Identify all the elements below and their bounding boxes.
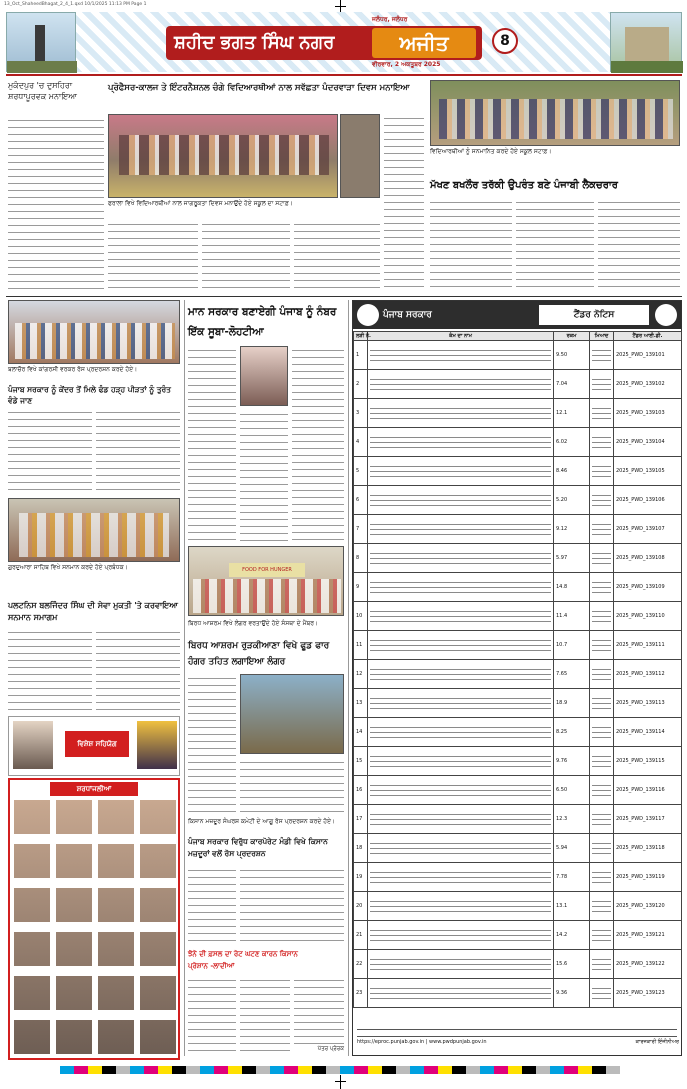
column-rule-1 — [184, 300, 185, 1056]
col1-story3-headline: ਪਲਟਨਿਸ ਬਲਜਿੰਦਰ ਸਿੰਘ ਦੀ ਸੇਵਾ ਮੁਕਤੀ 'ਤੇ ਕਰਵਾਇਆ ਸਨਮਾਨ ਸਮਾਗਮ — [8, 601, 178, 622]
tender-row-amount: 12.1 — [554, 399, 590, 428]
tender-row-work — [368, 834, 554, 863]
tender-row-amount: 15.6 — [554, 950, 590, 979]
tender-row-work-text — [370, 956, 551, 972]
tender-row-num: 4 — [354, 428, 368, 457]
tender-footer-website: https://eproc.punjab.gov.in | www.pwdpunjab.gov.in — [357, 1039, 487, 1045]
tender-row-id: 2025_PWD_139110 — [614, 602, 682, 631]
mid-story3-subheadline: ਝੋਨੇ ਦੀ ਫ਼ਸਲ ਦਾ ਰੇਟ ਘਟਣ ਕਾਰਨ ਕਿਸਾਨ ਪ੍ਰੇਸ਼ਾਨ -ਲਾਦੀਆਂ — [188, 950, 298, 970]
tender-row-period — [590, 370, 614, 399]
tender-row-num: 5 — [354, 457, 368, 486]
tender-row-work-text — [370, 550, 551, 566]
tender-table — [353, 331, 682, 1008]
mid-body-3 — [292, 346, 344, 542]
tender-row-period-text — [592, 956, 611, 972]
tender-row-period — [590, 950, 614, 979]
col1-story2-caption: ਬਲਾਚੌਰ ਵਿਖੇ ਕਾਂਗਰਸੀ ਵਰਕਰ ਰੋਸ ਪ੍ਰਦਰਸ਼ਨ ਕਰਦੇ ਹੋਏ। — [8, 366, 138, 373]
tender-row-amount: 5.20 — [554, 486, 590, 515]
byline: ਪੱਤਰ ਪ੍ਰੇਰਕ — [317, 1046, 344, 1052]
tender-row-period-text — [592, 492, 611, 508]
tender-row-work-text — [370, 985, 551, 1001]
tender-row-work — [368, 486, 554, 515]
tender-row-id: 2025_PWD_139120 — [614, 892, 682, 921]
tender-row-period — [590, 544, 614, 573]
tender-row — [354, 544, 682, 573]
tender-row-period-text — [592, 376, 611, 392]
mid-story2-body-2 — [240, 758, 344, 814]
tender-row-period — [590, 805, 614, 834]
tender-col-num: ਲੜੀ ਨੰ. — [354, 332, 368, 341]
tender-row-period — [590, 341, 614, 370]
mid-portrait — [240, 346, 288, 406]
tender-row-work — [368, 805, 554, 834]
statue-ground — [7, 61, 77, 73]
tender-row-period — [590, 892, 614, 921]
tender-row-period-text — [592, 666, 611, 682]
tender-row-id: 2025_PWD_139115 — [614, 747, 682, 776]
tender-row-id: 2025_PWD_139113 — [614, 689, 682, 718]
col1-story2-headline: ਪੰਜਾਬ ਸਰਕਾਰ ਨੂੰ ਕੇਂਦਰ ਤੋਂ ਮਿਲੇ ਫੰਡ ਹੜ੍ਹ ਪੀੜਤਾਂ ਨੂੰ ਤੁਰੰਤ ਵੰਡੇ ਜਾਣ — [8, 385, 171, 405]
tender-row-work — [368, 515, 554, 544]
tender-row-amount: 9.50 — [554, 341, 590, 370]
tender-row — [354, 515, 682, 544]
tender-row-period-text — [592, 724, 611, 740]
tender-row-amount: 7.04 — [554, 370, 590, 399]
tender-row — [354, 399, 682, 428]
tender-row-amount: 8.25 — [554, 718, 590, 747]
col1-story2-body-2 — [96, 408, 180, 494]
vishesh-title: ਵਿਸ਼ੇਸ਼ ਸਹਿਯੋਗ — [65, 731, 129, 757]
tender-row-id: 2025_PWD_139121 — [614, 921, 682, 950]
tender-row-period — [590, 457, 614, 486]
top-main-body-1 — [108, 220, 198, 292]
tender-row-num: 14 — [354, 718, 368, 747]
paper-name: ਅਜੀਤ — [399, 31, 449, 55]
col1-story2-photo — [8, 300, 180, 364]
tender-row-period-text — [592, 347, 611, 363]
tender-row — [354, 950, 682, 979]
tender-row-num: 6 — [354, 486, 368, 515]
tender-row-num: 17 — [354, 805, 368, 834]
tender-header-bar — [353, 301, 681, 329]
mid-photo-caption: ਬਿਰਧ ਆਸ਼ਰਮ ਵਿਖੇ ਲੰਗਰ ਵਰਤਾਉਂਦੇ ਹੋਏ ਸੰਸਥਾ ਦੇ ਮੈਂਬਰ। — [188, 620, 319, 627]
tender-row-work — [368, 631, 554, 660]
tender-dept: ਪੰਜਾਬ ਸਰਕਾਰ — [383, 310, 432, 320]
tender-row-period-text — [592, 463, 611, 479]
tender-row-work-text — [370, 434, 551, 450]
tender-row-num: 18 — [354, 834, 368, 863]
mid-story3-body-1 — [188, 866, 236, 946]
tender-row — [354, 834, 682, 863]
tender-row — [354, 457, 682, 486]
masthead-date: ਵੀਰਵਾਰ, 2 ਅਕਤੂਬਰ 2025 — [372, 61, 441, 68]
print-color-bar — [60, 1066, 620, 1074]
mid-headline: ਮਾਨ ਸਰਕਾਰ ਬਣਾਏਗੀ ਪੰਜਾਬ ਨੂੰ ਨੰਬਰ ਇੱਕ ਸੂਬਾ-ਲੋਹਟੀਆ — [188, 306, 337, 338]
tender-row-work-text — [370, 608, 551, 624]
tender-row — [354, 979, 682, 1008]
punjab-emblem-icon-right — [655, 304, 677, 326]
tender-row-period-text — [592, 927, 611, 943]
tender-row-amount: 13.1 — [554, 892, 590, 921]
protest-figures — [15, 323, 175, 359]
statue-figure — [35, 25, 45, 65]
tender-row-id: 2025_PWD_139123 — [614, 979, 682, 1008]
tender-row-amount: 5.94 — [554, 834, 590, 863]
tender-row-amount: 7.65 — [554, 660, 590, 689]
tender-col-id: ਟੈਂਡਰ ਆਈ.ਡੀ. — [614, 332, 682, 341]
tender-row-num: 10 — [354, 602, 368, 631]
tender-row-work — [368, 370, 554, 399]
punjab-emblem-icon — [357, 304, 379, 326]
tender-row-work-text — [370, 637, 551, 653]
tender-row-amount: 5.97 — [554, 544, 590, 573]
award-figures — [439, 99, 673, 139]
paper-name-box — [372, 28, 476, 58]
tender-row-work — [368, 341, 554, 370]
obituary-portrait-grid — [14, 800, 178, 1054]
tender-row-id: 2025_PWD_139105 — [614, 457, 682, 486]
langar-figures — [193, 579, 341, 613]
tender-row-id: 2025_PWD_139112 — [614, 660, 682, 689]
shradhanjali-ad — [8, 778, 180, 1060]
registration-mark-bottom — [340, 1075, 341, 1089]
tender-row-work-text — [370, 376, 551, 392]
banner: FOOD FOR HUNGER — [229, 563, 305, 577]
tender-row-amount: 10.7 — [554, 631, 590, 660]
tender-row — [354, 747, 682, 776]
tender-row-amount: 12.3 — [554, 805, 590, 834]
tender-row-work-text — [370, 347, 551, 363]
tender-row-num: 23 — [354, 979, 368, 1008]
mid-story2-body-1 — [188, 674, 236, 814]
tender-row-work — [368, 573, 554, 602]
top-main-photo-2 — [340, 114, 380, 198]
col1-story2-body-1 — [8, 408, 92, 494]
top-main-body-2 — [202, 220, 290, 292]
tender-row-work-text — [370, 463, 551, 479]
tender-notice — [352, 300, 682, 1056]
tender-row-work-text — [370, 753, 551, 769]
tender-row-work — [368, 428, 554, 457]
ad-portrait-1 — [13, 721, 53, 769]
col1-story3-body-2 — [96, 628, 180, 710]
tender-row-id: 2025_PWD_139104 — [614, 428, 682, 457]
tender-row-period — [590, 399, 614, 428]
tender-row-id: 2025_PWD_139122 — [614, 950, 682, 979]
tender-row-id: 2025_PWD_139119 — [614, 863, 682, 892]
tender-row — [354, 921, 682, 950]
tender-row-period — [590, 921, 614, 950]
tender-row-work-text — [370, 927, 551, 943]
tender-row-period-text — [592, 405, 611, 421]
tender-row-work-text — [370, 405, 551, 421]
mid-story3-body-4 — [240, 976, 290, 1056]
tender-row-num: 13 — [354, 689, 368, 718]
registration-mark-top-h — [335, 6, 346, 7]
tender-row-id: 2025_PWD_139107 — [614, 515, 682, 544]
tender-row-work — [368, 399, 554, 428]
honour-figures — [19, 513, 169, 557]
tender-row-work-text — [370, 724, 551, 740]
statue-photo — [6, 12, 76, 72]
tender-row-period — [590, 602, 614, 631]
tender-row-period-text — [592, 898, 611, 914]
tender-row-period-text — [592, 550, 611, 566]
top-main-caption: ਫਰਾਲਾ ਵਿਖੇ ਵਿਦਿਆਰਥੀਆਂ ਨਾਲ ਜਾਗਰੂਕਤਾ ਦਿਵਸ ਮਨਾਉਂਦੇ ਹੋਏ ਸਕੂਲ ਦਾ ਸਟਾਫ਼। — [108, 200, 293, 207]
tender-row-period-text — [592, 434, 611, 450]
mid-story3-caption: ਕਿਸਾਨ ਮਜ਼ਦੂਰ ਸੰਘਰਸ਼ ਕਮੇਟੀ ਦੇ ਆਗੂ ਰੋਸ ਪ੍ਰਦਰਸ਼ਨ ਕਰਦੇ ਹੋਏ। — [188, 818, 335, 825]
monument-ground — [611, 61, 683, 73]
tender-col-period: ਮਿਆਦ — [590, 332, 614, 341]
tender-row-id: 2025_PWD_139109 — [614, 573, 682, 602]
tender-row-num: 22 — [354, 950, 368, 979]
tender-row-id: 2025_PWD_139101 — [614, 341, 682, 370]
tender-row-period — [590, 515, 614, 544]
masthead-rule — [6, 74, 682, 76]
tender-row-amount: 9.12 — [554, 515, 590, 544]
tender-row-id: 2025_PWD_139118 — [614, 834, 682, 863]
mid-story3-headline: ਪੰਜਾਬ ਸਰਕਾਰ ਵਿਰੁੱਧ ਕਾਰਪੋਰੇਟ ਮੰਡੀ ਵਿਖੇ ਕਿਸਾਨ ਮਜ਼ਦੂਰਾਂ ਵਲੋਂ ਰੋਸ ਪ੍ਰਦਰਸ਼ਨ — [188, 837, 328, 858]
tender-row-amount: 14.8 — [554, 573, 590, 602]
tender-row — [354, 805, 682, 834]
tender-row-id: 2025_PWD_139103 — [614, 399, 682, 428]
tender-row-work — [368, 892, 554, 921]
tender-row-work — [368, 776, 554, 805]
tender-row-work-text — [370, 579, 551, 595]
tender-row-id: 2025_PWD_139114 — [614, 718, 682, 747]
tender-row-id: 2025_PWD_139116 — [614, 776, 682, 805]
mid-story2-headline: ਬਿਰਧ ਆਸ਼ਰਮ ਰੁੜਕੀਆਣਾ ਵਿਖੇ ਫੂਡ ਫਾਰ ਹੰਗਰ ਤਹਿਤ ਲਗਾਇਆ ਲੰਗਰ — [188, 641, 330, 667]
tender-row-num: 11 — [354, 631, 368, 660]
tender-row-period-text — [592, 521, 611, 537]
tender-row-work-text — [370, 811, 551, 827]
tender-row-num: 8 — [354, 544, 368, 573]
tender-row-work — [368, 602, 554, 631]
page-number: 8 — [492, 28, 518, 54]
tender-row-period — [590, 573, 614, 602]
tender-row-amount: 7.78 — [554, 863, 590, 892]
tender-row-work — [368, 950, 554, 979]
tender-row-period — [590, 747, 614, 776]
tender-row-amount: 18.9 — [554, 689, 590, 718]
tender-row-period-text — [592, 782, 611, 798]
monument-photo — [610, 12, 682, 72]
print-slug: 13_Oct_ShaheedBhagat_2_4_1.qxd 10/1/2025 11:13 PM Page 1 — [4, 2, 147, 7]
tender-row — [354, 573, 682, 602]
tender-row-work — [368, 979, 554, 1008]
tender-row-work-text — [370, 840, 551, 856]
tender-row-period-text — [592, 637, 611, 653]
mid-story3-body-3 — [188, 976, 236, 1056]
tender-row — [354, 776, 682, 805]
tender-row-amount: 9.36 — [554, 979, 590, 1008]
tender-row-num: 7 — [354, 515, 368, 544]
top-right-caption: ਵਿਦਿਆਰਥੀਆਂ ਨੂੰ ਸਨਮਾਨਿਤ ਕਰਦੇ ਹੋਏ ਸਕੂਲ ਸਟਾਫ਼। — [430, 148, 552, 155]
tender-row-work-text — [370, 869, 551, 885]
tender-row-work-text — [370, 782, 551, 798]
tender-row-period-text — [592, 985, 611, 1001]
tender-row-work — [368, 921, 554, 950]
masthead — [6, 12, 682, 72]
top-main-photo — [108, 114, 338, 198]
mid-story3-body-5 — [294, 976, 344, 1046]
section-rule-1 — [6, 296, 682, 297]
tender-row-num: 15 — [354, 747, 368, 776]
tender-row-period-text — [592, 753, 611, 769]
tender-row — [354, 631, 682, 660]
tender-row-work — [368, 718, 554, 747]
tender-row-period — [590, 631, 614, 660]
tender-row — [354, 689, 682, 718]
tender-row-num: 21 — [354, 921, 368, 950]
mid-body-1 — [188, 346, 236, 542]
tender-row-period — [590, 689, 614, 718]
monument-building — [625, 27, 669, 61]
mid-story2-photo — [188, 546, 344, 616]
tender-row-amount: 11.4 — [554, 602, 590, 631]
tender-footer-sign: ਕਾਰਜਕਾਰੀ ਇੰਜੀਨੀਅਰ — [635, 1039, 679, 1045]
tender-row-num: 20 — [354, 892, 368, 921]
tender-row-work-text — [370, 492, 551, 508]
tender-row-id: 2025_PWD_139117 — [614, 805, 682, 834]
tender-row-amount: 8.46 — [554, 457, 590, 486]
ad-portrait-2 — [137, 721, 177, 769]
shradhanjali-title: ਸ਼ਰਧਾਂਜਲੀਆਂ — [50, 782, 138, 796]
tender-row-work — [368, 689, 554, 718]
tender-row-period — [590, 776, 614, 805]
tender-row-work — [368, 747, 554, 776]
masthead-place: ਜਲੰਧਰ, ਜਲੰਧਰ — [372, 16, 408, 23]
tender-row-period — [590, 660, 614, 689]
tender-row-num: 12 — [354, 660, 368, 689]
registration-mark-bottom-h — [335, 1081, 346, 1082]
tender-row-work — [368, 457, 554, 486]
tender-row-period-text — [592, 695, 611, 711]
mid-body-2 — [240, 410, 288, 542]
tender-row-id: 2025_PWD_139111 — [614, 631, 682, 660]
top-main-body-4 — [384, 114, 424, 292]
tender-footer-text — [357, 1025, 677, 1037]
tender-row — [354, 660, 682, 689]
tender-row-num: 1 — [354, 341, 368, 370]
top-right-headline: ਮੱਖਣ ਬਖਲੌਰ ਤਰੱਕੀ ਉਪਰੰਤ ਬਣੇ ਪੰਜਾਬੀ ਲੈਕਚਰਾਰ — [430, 180, 618, 191]
top-main-body-3 — [294, 220, 380, 292]
tender-row — [354, 718, 682, 747]
vishesh-ad — [8, 716, 180, 776]
top-left-body — [8, 116, 104, 292]
city-title: ਸ਼ਹੀਦ ਭਗਤ ਸਿੰਘ ਨਗਰ — [174, 32, 335, 53]
tender-row-period-text — [592, 811, 611, 827]
tender-table-wrap — [353, 331, 681, 1021]
tender-row-work — [368, 863, 554, 892]
top-right-body-3 — [598, 198, 680, 292]
tender-row — [354, 341, 682, 370]
tender-row — [354, 602, 682, 631]
top-right-photo — [430, 80, 680, 146]
tender-row — [354, 370, 682, 399]
tender-row-num: 16 — [354, 776, 368, 805]
col1-story3-body-1 — [8, 628, 92, 710]
tender-row-period-text — [592, 608, 611, 624]
tender-col-work: ਕੰਮ ਦਾ ਨਾਮ — [368, 332, 554, 341]
tender-row-num: 2 — [354, 370, 368, 399]
tender-row-period — [590, 718, 614, 747]
tender-col-amount: ਰਕਮ — [554, 332, 590, 341]
tender-row — [354, 863, 682, 892]
tender-row-id: 2025_PWD_139106 — [614, 486, 682, 515]
tender-row-id: 2025_PWD_139108 — [614, 544, 682, 573]
mid-story3-photo — [240, 674, 344, 754]
tender-row — [354, 486, 682, 515]
tender-row-amount: 6.50 — [554, 776, 590, 805]
tender-row-period-text — [592, 869, 611, 885]
tender-row-work-text — [370, 666, 551, 682]
tender-title: ਟੈਂਡਰ ਨੋਟਿਸ — [539, 305, 649, 325]
top-right-body-2 — [516, 198, 594, 292]
tender-row-period-text — [592, 840, 611, 856]
tender-row-period — [590, 486, 614, 515]
top-main-headline: ਪ੍ਰੋਫੈਸਰ-ਕਾਲਜ ਤੇ ਇੰਟਰਨੈਸ਼ਨਲ ਚੰਗੇ ਵਿਦਿਆਰਥੀਆਂ ਨਾਲ ਸਵੱਛਤਾ ਪੰਦਰਵਾੜਾ ਦਿਵਸ ਮਨਾਇਆ — [108, 83, 410, 93]
tender-row-work — [368, 660, 554, 689]
tender-row-num: 9 — [354, 573, 368, 602]
tender-row — [354, 892, 682, 921]
col1-story3-caption: ਗੁਰਦੁਆਰਾ ਸਾਹਿਬ ਵਿਖੇ ਸਨਮਾਨ ਕਰਦੇ ਹੋਏ ਪ੍ਰਬੰਧਕ। — [8, 564, 128, 571]
top-left-headline: ਮੁਕੰਦਪੁਰ 'ਚ ਦੁਸਹਿਰਾ ਸ਼ਰਧਾਪੂਰਵਕ ਮਨਾਇਆ — [8, 81, 77, 101]
tender-row-work-text — [370, 695, 551, 711]
tender-row-period — [590, 863, 614, 892]
col1-story3-photo — [8, 498, 180, 562]
column-rule-2 — [348, 300, 349, 1056]
mid-story3-body-2 — [240, 866, 344, 946]
tender-row-period — [590, 979, 614, 1008]
tender-row-work — [368, 544, 554, 573]
tender-row-work-text — [370, 521, 551, 537]
group-figures — [119, 135, 329, 175]
tender-row-amount: 6.02 — [554, 428, 590, 457]
tender-row-work-text — [370, 898, 551, 914]
tender-row-period-text — [592, 579, 611, 595]
tender-row-num: 19 — [354, 863, 368, 892]
masthead-title-bar — [166, 26, 482, 60]
tender-row-period — [590, 834, 614, 863]
tender-row-amount: 14.2 — [554, 921, 590, 950]
tender-row-amount: 9.76 — [554, 747, 590, 776]
tender-row — [354, 428, 682, 457]
tender-row-id: 2025_PWD_139102 — [614, 370, 682, 399]
tender-row-period — [590, 428, 614, 457]
top-right-body-1 — [430, 198, 512, 292]
tender-row-num: 3 — [354, 399, 368, 428]
